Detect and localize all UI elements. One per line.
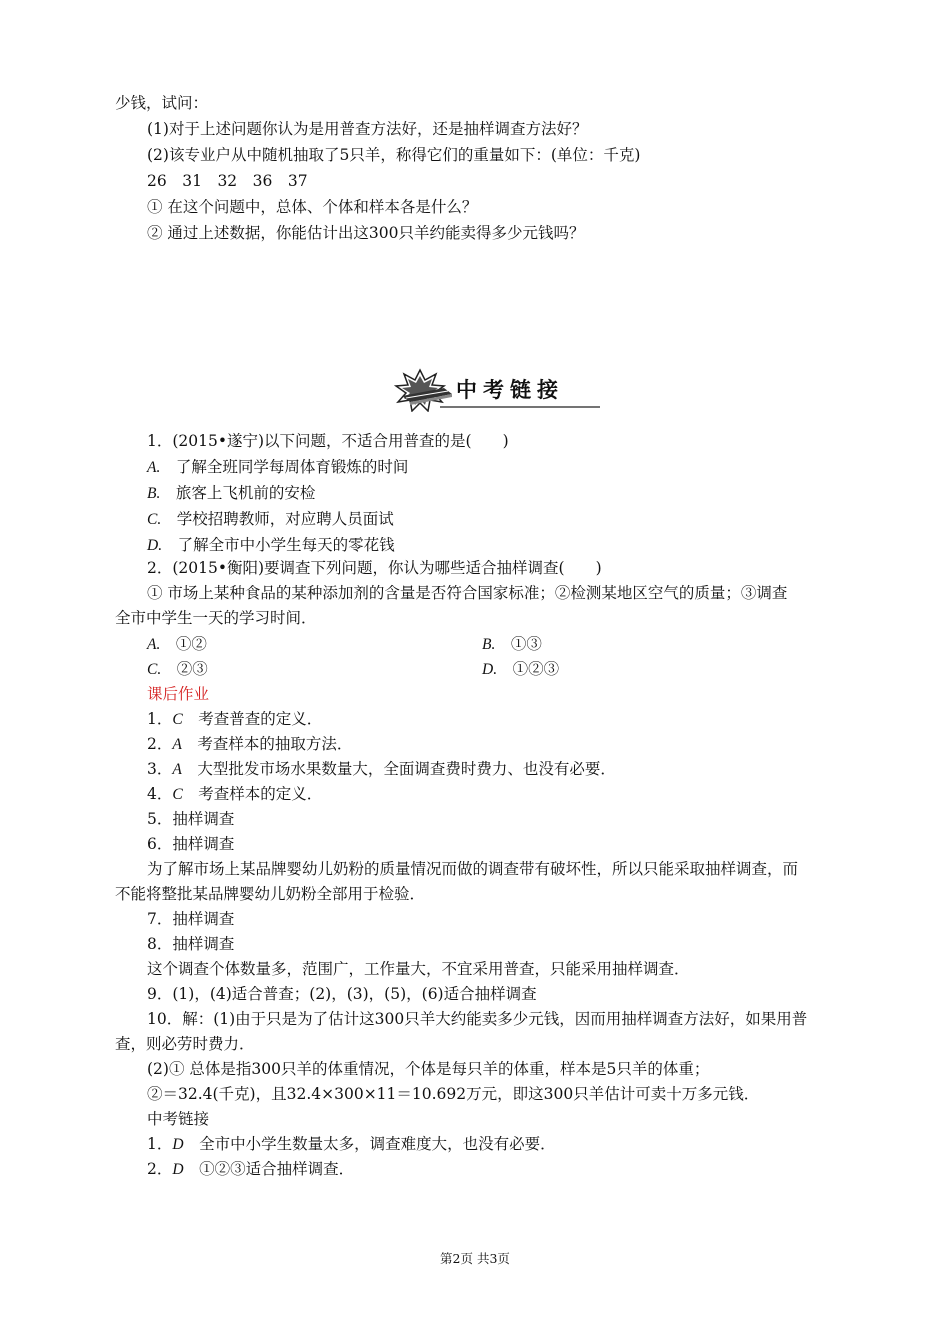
option-text: 学校招聘教师，对应聘人员面试 bbox=[176, 510, 394, 528]
answer-6-explanation-cont: 不能将整批某品牌婴幼儿奶粉全部用于检验． bbox=[115, 885, 426, 903]
answer-text: 全市中小学生数量太多，调查难度大，也没有必要． bbox=[199, 1135, 556, 1153]
answer-6-explanation: 为了解市场上某品牌婴幼儿奶粉的质量情况而做的调查带有破坏性，所以只能采取抽样调查，而 bbox=[147, 860, 799, 878]
answer-2 bbox=[147, 732, 872, 757]
option-letter: A. bbox=[147, 636, 161, 653]
question-2-body: ① 市场上某种食品的某种添加剂的含量是否符合国家标准；②检测某地区空气的质量；③调查 bbox=[147, 584, 788, 602]
answer-4 bbox=[147, 782, 872, 807]
answer-10-calculation: ②＝32.4(千克)，且32.4×300×11＝10.692万元，即这300只羊估计可卖十万多元钱． bbox=[147, 1085, 760, 1103]
question-1-option-d bbox=[147, 533, 872, 558]
answer-number: 2． bbox=[147, 1160, 173, 1178]
question-2-option-b bbox=[482, 632, 542, 657]
answer-letter: D bbox=[172, 1136, 184, 1153]
answer-number: 1． bbox=[147, 1135, 173, 1153]
question-1-option-a bbox=[147, 455, 872, 480]
option-letter: A. bbox=[147, 459, 161, 476]
option-letter: D. bbox=[147, 537, 163, 554]
answer-number: 4． bbox=[147, 785, 173, 803]
option-text: ②③ bbox=[176, 660, 208, 678]
answer-text: 考查样本的抽取方法． bbox=[197, 735, 353, 753]
answer-number: 2． bbox=[147, 735, 173, 753]
answer-text: 考查样本的定义． bbox=[198, 785, 323, 803]
option-text: ①② bbox=[175, 635, 207, 653]
option-text: 了解全班同学每周体育锻炼的时间 bbox=[175, 458, 409, 476]
option-text: 了解全市中小学生每天的零花钱 bbox=[177, 536, 395, 554]
answer-7: 7．抽样调查 bbox=[147, 910, 235, 928]
answer-8: 8．抽样调查 bbox=[147, 935, 235, 953]
option-text: 旅客上飞机前的安检 bbox=[175, 484, 316, 502]
answer-3 bbox=[147, 757, 872, 782]
exam-answer-1 bbox=[147, 1132, 872, 1157]
question-2-body-cont: 全市中学生一天的学习时间． bbox=[115, 609, 317, 627]
answer-letter: C bbox=[172, 711, 183, 728]
option-letter: B. bbox=[147, 485, 161, 502]
option-text: ①③ bbox=[510, 635, 542, 653]
option-letter: C. bbox=[147, 511, 162, 528]
answers-heading: 课后作业 bbox=[147, 685, 210, 703]
question-2-stem: 2．(2015•衡阳)要调查下列问题，你认为哪些适合抽样调查( ) bbox=[147, 559, 602, 577]
question-1-option-b bbox=[147, 481, 872, 506]
option-letter: B. bbox=[482, 636, 496, 653]
question-2-option-d bbox=[482, 657, 559, 682]
section-title: 中考链接 bbox=[456, 378, 564, 402]
answer-letter: A bbox=[172, 736, 182, 753]
answer-9: 9．(1)，(4)适合普查；(2)，(3)，(5)，(6)适合抽样调查 bbox=[147, 985, 537, 1003]
answer-letter: D bbox=[172, 1161, 184, 1178]
answer-6: 6．抽样调查 bbox=[147, 835, 235, 853]
question-1-stem: 1．(2015•遂宁)以下问题，不适合用普查的是( ) bbox=[147, 432, 509, 450]
option-text: ①②③ bbox=[512, 660, 560, 678]
question-part-2: (2)该专业户从中随机抽取了5只羊，称得它们的重量如下：(单位：千克) bbox=[147, 146, 641, 164]
sub-question-1: ① 在这个问题中，总体、个体和样本各是什么？ bbox=[147, 198, 478, 216]
answer-10-cont: 查，则必劳时费力． bbox=[115, 1035, 255, 1053]
page-footer: 第2页 共3页 bbox=[440, 1251, 510, 1266]
option-letter: C. bbox=[147, 661, 162, 678]
answer-5: 5．抽样调查 bbox=[147, 810, 235, 828]
answer-10: 10．解：(1)由于只是为了估计这300只羊大约能卖多少元钱，因而用抽样调查方法好，如果用普 bbox=[147, 1010, 808, 1028]
sub-question-2: ② 通过上述数据，你能估计出这300只羊约能卖得多少元钱吗？ bbox=[147, 224, 585, 242]
answer-number: 1． bbox=[147, 710, 173, 728]
exam-answer-2 bbox=[147, 1157, 872, 1182]
answer-10-part-2: (2)① 总体是指300只羊的体重情况，个体是每只羊的体重，样本是5只羊的体重； bbox=[147, 1060, 710, 1078]
text-line: 少钱，试问： bbox=[115, 94, 209, 112]
answer-text: ①②③适合抽样调查． bbox=[199, 1160, 355, 1178]
exam-link-heading: 中考链接 bbox=[147, 1110, 210, 1128]
answer-letter: A bbox=[172, 761, 182, 778]
answer-letter: C bbox=[172, 786, 183, 803]
answer-1 bbox=[147, 707, 872, 732]
question-part-1: (1)对于上述问题你认为是用普查方法好，还是抽样调查方法好？ bbox=[147, 120, 588, 138]
sample-data: 26 31 32 36 37 bbox=[147, 172, 308, 190]
question-1-option-c bbox=[147, 507, 872, 532]
answer-number: 3． bbox=[147, 760, 173, 778]
answer-text: 考查普查的定义． bbox=[198, 710, 323, 728]
answer-text: 大型批发市场水果数量大，全面调查费时费力、也没有必要． bbox=[197, 760, 616, 778]
option-letter: D. bbox=[482, 661, 498, 678]
answer-8-explanation: 这个调查个体数量多，范围广，工作量大，不宜采用普查，只能采用抽样调查． bbox=[147, 960, 690, 978]
